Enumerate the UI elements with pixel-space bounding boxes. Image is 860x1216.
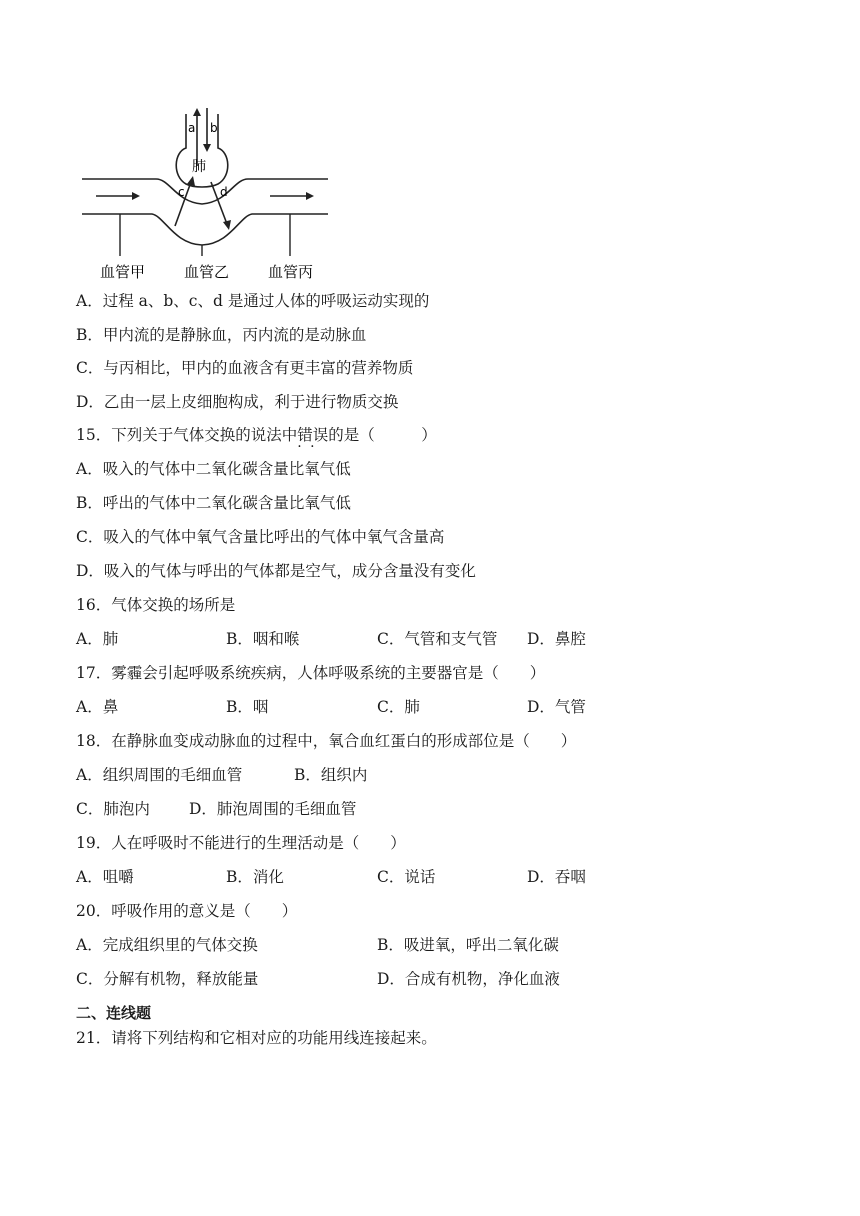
label-d: d bbox=[220, 185, 228, 199]
q18-option-d: D．肺泡周围的毛细血管 bbox=[189, 800, 357, 818]
arrow-a-icon bbox=[193, 108, 201, 116]
q17-stem: 17．雾霾会引起呼吸系统疾病，人体呼吸系统的主要器官是（ ） bbox=[76, 664, 546, 682]
q15-option-d: D．吸入的气体与呼出的气体都是空气，成分含量没有变化 bbox=[76, 562, 476, 580]
q14-option-b: B．甲内流的是静脉血，丙内流的是动脉血 bbox=[76, 326, 367, 344]
label-c: c bbox=[178, 185, 185, 199]
q16-option-b: B．咽和喉 bbox=[226, 630, 300, 648]
q18-option-b: B．组织内 bbox=[294, 766, 368, 784]
q15-option-a: A．吸入的气体中二氧化碳含量比氧气低 bbox=[76, 460, 351, 478]
q15-option-b: B．呼出的气体中二氧化碳含量比氧气低 bbox=[76, 494, 351, 512]
label-lung: 肺 bbox=[192, 159, 206, 175]
q20-option-b: B．吸进氧，呼出二氧化碳 bbox=[377, 936, 559, 954]
label-a: a bbox=[188, 121, 196, 135]
q16-option-d: D．鼻腔 bbox=[527, 630, 586, 648]
q15-stem bbox=[76, 425, 437, 445]
q14-option-c: C．与丙相比，甲内的血液含有更丰富的营养物质 bbox=[76, 359, 414, 377]
q18-stem: 18．在静脉血变成动脉血的过程中，氧合血红蛋白的形成部位是（ ） bbox=[76, 732, 577, 750]
q15-stem-emphasis: 错误 · · bbox=[297, 425, 328, 445]
q16-option-c: C．气管和支气管 bbox=[377, 630, 498, 648]
vessel-label-jia: 血管甲 bbox=[100, 263, 146, 281]
vessel-label-yi: 血管乙 bbox=[184, 263, 230, 281]
q17-option-b: B．咽 bbox=[226, 698, 269, 716]
vessel-label-bing: 血管丙 bbox=[268, 263, 314, 281]
q18-option-a: A．组织周围的毛细血管 bbox=[76, 766, 243, 784]
q17-option-c: C．肺 bbox=[377, 698, 420, 716]
q20-option-d: D．合成有机物，净化血液 bbox=[377, 970, 560, 988]
q16-option-a: A．肺 bbox=[76, 630, 119, 648]
q19-option-d: D．吞咽 bbox=[527, 868, 586, 886]
q21-stem: 21．请将下列结构和它相对应的功能用线连接起来。 bbox=[76, 1029, 437, 1047]
q14-option-d: D．乙由一层上皮细胞构成，利于进行物质交换 bbox=[76, 393, 399, 411]
q15-option-c: C．吸入的气体中氧气含量比呼出的气体中氧气含量高 bbox=[76, 528, 445, 546]
q15-stem-after: 的是（ ） bbox=[328, 426, 437, 444]
q19-option-c: C．说话 bbox=[377, 868, 436, 886]
arrow-d-icon bbox=[223, 220, 231, 230]
alveolus-shape bbox=[176, 114, 228, 187]
label-b: b bbox=[210, 121, 218, 135]
lung-blood-vessel-diagram bbox=[78, 104, 338, 284]
q20-option-a: A．完成组织里的气体交换 bbox=[76, 936, 258, 954]
q19-option-a: A．咀嚼 bbox=[76, 868, 134, 886]
vessel-upper-wall bbox=[82, 179, 328, 204]
q17-option-d: D．气管 bbox=[527, 698, 586, 716]
q19-stem: 19．人在呼吸时不能进行的生理活动是（ ） bbox=[76, 834, 406, 852]
q19-option-b: B．消化 bbox=[226, 868, 284, 886]
q20-option-c: C．分解有机物，释放能量 bbox=[76, 970, 259, 988]
q18-option-c: C．肺泡内 bbox=[76, 800, 150, 818]
q16-stem: 16．气体交换的场所是 bbox=[76, 596, 236, 614]
q20-stem: 20．呼吸作用的意义是（ ） bbox=[76, 902, 298, 920]
q15-stem-before: 15．下列关于气体交换的说法中 bbox=[76, 426, 298, 444]
vessel-lower-wall bbox=[82, 214, 328, 245]
q17-option-a: A．鼻 bbox=[76, 698, 119, 716]
section-heading-matching: 二、连线题 bbox=[76, 1004, 152, 1022]
q14-option-a: A．过程 a、b、c、d 是通过人体的呼吸运动实现的 bbox=[76, 292, 430, 310]
arrow-b-icon bbox=[203, 144, 211, 152]
